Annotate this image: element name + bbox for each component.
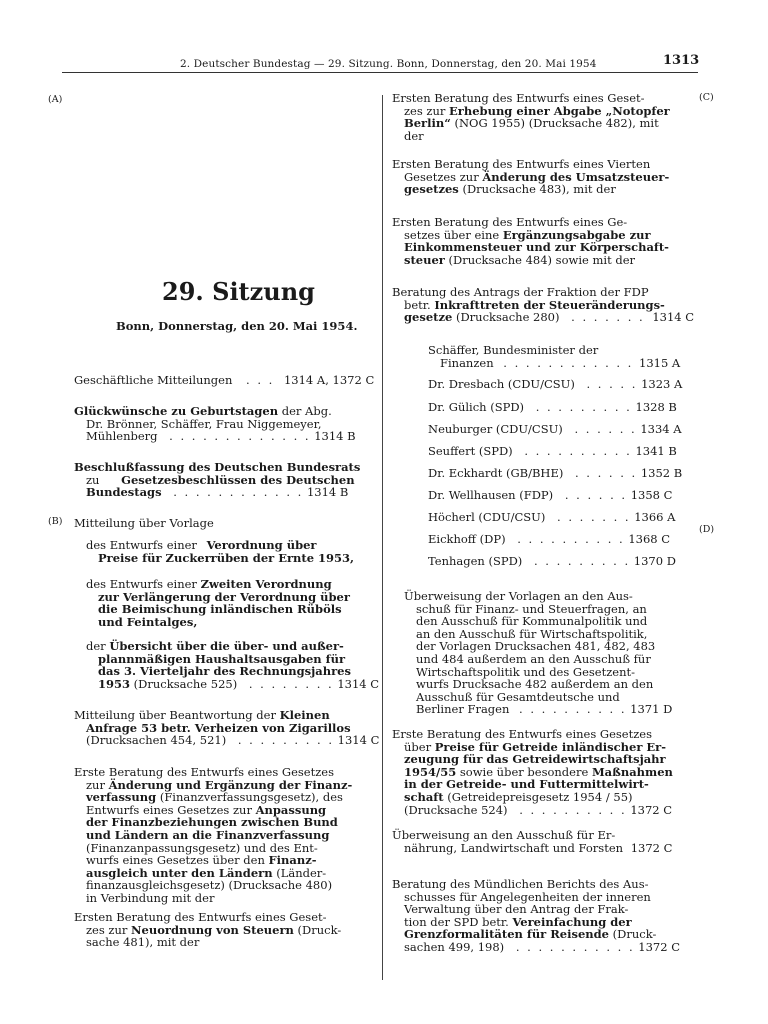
speaker-entry: Dr. Dresbach (CDU/CSU) . . . . . 1323 A <box>428 377 683 391</box>
page-number: 1313 <box>663 53 700 68</box>
toc-subentry-zuckerrueben: des Entwurfs einer Verordnung über Preise für Zuckerrüben der Ernte 1953, <box>86 538 355 565</box>
toc-entry-inkrafttreten: Beratung des Antrags der Fraktion der FDP betr. Inkrafttreten der Steueränderungs- gesetze (Drucksache 280) . . . . . . . 1314 C <box>392 285 695 325</box>
toc-entry-grenzformalitaeten: Beratung des Mündlichen Berichts des Aus- schusses für Angelegenheiten der inneren Verwaltung über den Antrag der Frak- tion der SPD betr. Vereinfachung der Grenzformalitäten für Reisende (Druck- sachen 499, 198) . . . . . . . . . . . 1372 C <box>392 877 680 954</box>
header-rule <box>62 72 698 73</box>
margin-mark-c: (C) <box>699 92 714 103</box>
speaker-entry: Schäffer, Bundesminister der Finanzen . . . . . . . . . . . . 1315 A <box>428 343 681 370</box>
margin-mark-a: (A) <box>48 94 63 105</box>
toc-entry-getreidepreise: Erste Beratung des Entwurfs eines Gesetzes über Preise für Getreide inländischer Er- zeugung für das Getreidewirtschaftsjahr 1954/55 sowie über besondere Maßnahmen in der Getreide- und Futtermittelwirt- schaft (Getreidepreisgesetz 1954 / 55) (Drucksache 524) . . . . . . . . . . 1372 C <box>392 727 673 817</box>
speaker-entry: Dr. Gülich (SPD) . . . . . . . . . 1328 B <box>428 400 677 414</box>
margin-mark-b: (B) <box>48 516 63 527</box>
speaker-entry: Tenhagen (SPD) . . . . . . . . . 1370 D <box>428 554 676 568</box>
toc-entry-ergaenzungsabgabe: Ersten Beratung des Entwurfs eines Ge- setzes über eine Ergänzungsabgabe zur Einkommensteuer und zur Körperschaft- steuer (Drucksache 484) sowie mit der <box>392 215 669 267</box>
toc-entry-ueberweisung-vorlagen: Überweisung der Vorlagen an den Aus- schuß für Finanz- und Steuerfragen, an den Ausschuß für Kommunalpolitik und an den Ausschuß für Wirtschaftspolitik, der Vorlagen Drucksachen 481, 482, 483 und 484 außerdem an den Ausschuß für Wirtschaftspolitik und des Gesetzent- wurfs Drucksache 482 außerdem an den Ausschuß für Gesamtdeutsche und Berliner Fragen . . . . . . . . . . 1371 D <box>404 589 673 717</box>
toc-entry-neuordnung-steuern: Ersten Beratung des Entwurfs eines Geset- zes zur Neuordnung von Steuern (Druck- sache 481), mit der <box>74 910 342 950</box>
margin-mark-d: (D) <box>699 524 715 535</box>
toc-entry-kleine-anfrage: Mitteilung über Beantwortung der Kleinen Anfrage 53 betr. Verheizen von Zigarillos (Drucksachen 454, 521) . . . . . . . . . 1314 C <box>74 708 380 748</box>
column-divider <box>382 95 383 980</box>
speaker-entry: Dr. Eckhardt (GB/BHE) . . . . . . 1352 B <box>428 466 683 480</box>
speaker-entry: Eickhoff (DP) . . . . . . . . . . 1368 C <box>428 532 671 546</box>
toc-subentry-haushaltsausgaben: der Übersicht über die über- und außer- plannmäßigen Haushaltsausgaben für das 3. Vierteljahr des Rechnungsjahres 1953 (Drucksache 525) . . . . . . . . 1314 C <box>86 639 380 691</box>
toc-entry-bundesrat: Beschlußfassung des Deutschen Bundesrats zu Gesetzesbeschlüssen des Deutschen Bundestags . . . . . . . . . . . . 1314 B <box>74 460 361 500</box>
speaker-entry: Neuburger (CDU/CSU) . . . . . . 1334 A <box>428 422 682 436</box>
toc-entry-ueberweisung-ernaehrung: Überweisung an den Ausschuß für Er- nährung, Landwirtschaft und Forsten 1372 C <box>392 828 673 855</box>
session-date: Bonn, Donnerstag, den 20. Mai 1954. <box>116 319 358 333</box>
speaker-entry: Höcherl (CDU/CSU) . . . . . . . 1366 A <box>428 510 676 524</box>
toc-entry-glueckwuensche: Glückwünsche zu Geburtstagen der Abg. Dr. Brönner, Schäffer, Frau Niggemeyer, Mühlenberg . . . . . . . . . . . . . 1314 B <box>74 404 356 444</box>
toc-entry-geschaeftliche-mitteilungen: Geschäftliche Mitteilungen . . . 1314 A, 1372 C <box>74 373 375 387</box>
speaker-entry: Seuffert (SPD) . . . . . . . . . . 1341 B <box>428 444 677 458</box>
toc-entry-finanzverfassung: Erste Beratung des Entwurfs eines Gesetzes zur Änderung und Ergänzung der Finanz- verfassung (Finanzverfassungsgesetz), des Entwurfs eines Gesetzes zur Anpassung der Finanzbeziehungen zwischen Bund und Ländern an die Finanzverfassung (Finanzanpassungsgesetz) und des Ent- wurfs eines Gesetzes über den Finanz- ausgleich unter den Ländern (Länder- finanzausgleichsgesetz) (Drucksache 480) in Verbindung mit der <box>74 765 353 905</box>
session-title: 29. Sitzung <box>162 277 315 306</box>
toc-entry-notopfer-berlin: Ersten Beratung des Entwurfs eines Geset- zes zur Erhebung einer Abgabe „Notopfer Berlin“ (NOG 1955) (Drucksache 482), mit der <box>392 91 670 143</box>
running-header: 2. Deutscher Bundestag — 29. Sitzung. Bonn, Donnerstag, den 20. Mai 1954 <box>180 58 597 70</box>
toc-subentry-rueboel: des Entwurfs einer Zweiten Verordnung zur Verlängerung der Verordnung über die Beimischung inländischen Rüböls und Feintalges, <box>86 577 350 629</box>
toc-entry-umsatzsteuer: Ersten Beratung des Entwurfs eines Vierten Gesetzes zur Änderung des Umsatzsteuer- gesetzes (Drucksache 483), mit der <box>392 157 670 197</box>
speaker-entry: Dr. Wellhausen (FDP) . . . . . . 1358 C <box>428 488 673 502</box>
toc-entry-mitteilung-vorlage: Mitteilung über Vorlage <box>74 516 214 530</box>
